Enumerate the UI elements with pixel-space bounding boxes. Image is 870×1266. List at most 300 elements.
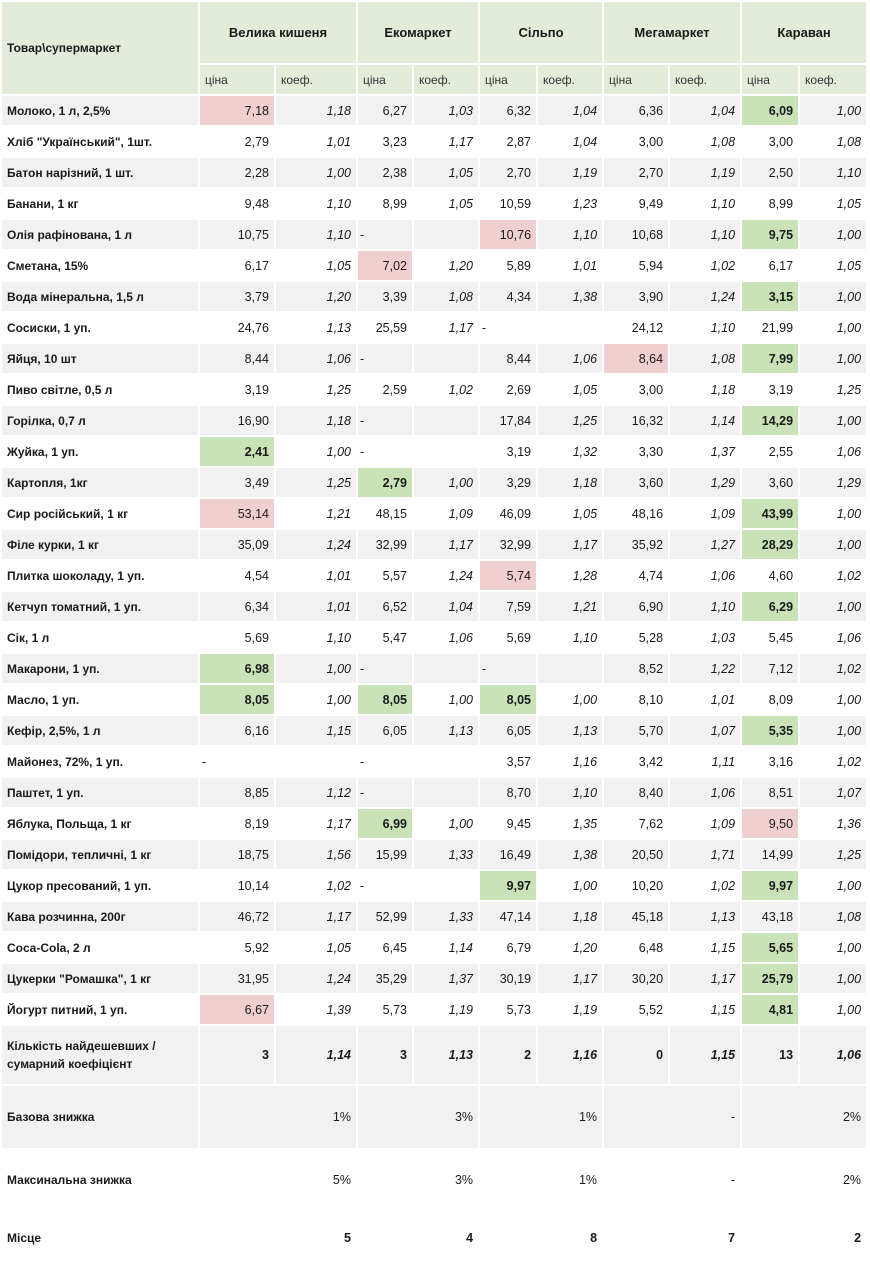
- price-cell: 7,62: [604, 809, 670, 840]
- price-cell: 8,85: [200, 778, 276, 809]
- coef-cell: 1,10: [670, 220, 742, 251]
- coef-cell: 1,13: [670, 902, 742, 933]
- price-cell: 7,02: [358, 251, 414, 282]
- coef-cell: 1,00: [800, 220, 868, 251]
- coef-cell: 1,13: [538, 716, 604, 747]
- price-cell: 6,17: [742, 251, 800, 282]
- table-row: [2, 437, 868, 468]
- coef-cell: 1,02: [414, 375, 480, 406]
- coef-cell: 1,18: [538, 902, 604, 933]
- price-cell: -: [358, 871, 414, 902]
- price-cell: 3,39: [358, 282, 414, 313]
- coef-cell: 1,22: [670, 654, 742, 685]
- base-discount-value: 2%: [742, 1086, 868, 1150]
- price-comparison-sheet: [0, 2, 870, 1245]
- price-cell: 31,95: [200, 964, 276, 995]
- product-name: Яблука, Польща, 1 кг: [2, 809, 200, 840]
- coef-cell: 1,33: [414, 840, 480, 871]
- table-row: [2, 778, 868, 809]
- coef-cell: 1,03: [414, 96, 480, 127]
- coef-cell: 1,28: [538, 561, 604, 592]
- price-cell: 6,45: [358, 933, 414, 964]
- price-cell: 3,42: [604, 747, 670, 778]
- price-cell: 9,97: [742, 871, 800, 902]
- coef-cell: 1,09: [670, 809, 742, 840]
- price-cell: 32,99: [358, 530, 414, 561]
- coef-cell: 1,10: [670, 592, 742, 623]
- price-cell: 7,99: [742, 344, 800, 375]
- price-cell: 10,14: [200, 871, 276, 902]
- price-cell: 3,16: [742, 747, 800, 778]
- price-cell: 8,99: [742, 189, 800, 220]
- product-name: Сік, 1 л: [2, 623, 200, 654]
- cheapest-count: 0: [604, 1026, 670, 1086]
- table-row: [2, 220, 868, 251]
- coef-cell: 1,10: [538, 623, 604, 654]
- price-cell: 2,70: [604, 158, 670, 189]
- coef-cell: 1,02: [800, 654, 868, 685]
- coef-cell: 1,04: [414, 592, 480, 623]
- coef-cell: [414, 778, 480, 809]
- coef-cell: 1,00: [538, 685, 604, 716]
- coef-cell: [414, 344, 480, 375]
- price-cell: 6,99: [358, 809, 414, 840]
- price-cell: 5,73: [358, 995, 414, 1026]
- price-cell: 6,32: [480, 96, 538, 127]
- price-cell: 6,67: [200, 995, 276, 1026]
- price-cell: 6,16: [200, 716, 276, 747]
- coef-cell: 1,17: [670, 964, 742, 995]
- price-cell: 4,74: [604, 561, 670, 592]
- coef-cell: 1,00: [800, 592, 868, 623]
- coef-cell: 1,13: [276, 313, 358, 344]
- price-cell: 2,41: [200, 437, 276, 468]
- coef-cell: 1,11: [670, 747, 742, 778]
- price-cell: 6,17: [200, 251, 276, 282]
- price-cell: 5,74: [480, 561, 538, 592]
- coef-cell: 1,10: [276, 189, 358, 220]
- price-cell: 8,51: [742, 778, 800, 809]
- coef-cell: 1,01: [276, 592, 358, 623]
- table-row: [2, 902, 868, 933]
- total-coef: 1,06: [800, 1026, 868, 1086]
- price-cell: 8,40: [604, 778, 670, 809]
- price-cell: 2,28: [200, 158, 276, 189]
- coef-cell: 1,24: [276, 964, 358, 995]
- coef-cell: 1,00: [800, 499, 868, 530]
- price-cell: 5,89: [480, 251, 538, 282]
- product-name: Сосиски, 1 уп.: [2, 313, 200, 344]
- table-row: [2, 933, 868, 964]
- price-cell: 3,60: [742, 468, 800, 499]
- coef-cell: 1,05: [538, 375, 604, 406]
- coef-cell: 1,17: [276, 902, 358, 933]
- base-discount-value: 1%: [200, 1086, 358, 1150]
- price-subheader: ціна: [742, 65, 800, 96]
- coef-cell: [414, 654, 480, 685]
- coef-cell: 1,17: [538, 964, 604, 995]
- coef-cell: 1,23: [538, 189, 604, 220]
- total-coef: 1,14: [276, 1026, 358, 1086]
- price-cell: 5,92: [200, 933, 276, 964]
- price-cell: -: [200, 747, 276, 778]
- price-cell: 8,52: [604, 654, 670, 685]
- coef-cell: 1,00: [414, 468, 480, 499]
- price-cell: 3,23: [358, 127, 414, 158]
- price-cell: 8,70: [480, 778, 538, 809]
- coef-cell: 1,05: [276, 933, 358, 964]
- product-name: Пиво світле, 0,5 л: [2, 375, 200, 406]
- coef-cell: [414, 220, 480, 251]
- table-row: [2, 468, 868, 499]
- coef-cell: [414, 871, 480, 902]
- price-cell: 3,30: [604, 437, 670, 468]
- price-cell: -: [480, 313, 538, 344]
- price-cell: 2,70: [480, 158, 538, 189]
- coef-cell: 1,05: [414, 189, 480, 220]
- max-discount-value: 2%: [742, 1150, 868, 1212]
- price-cell: 6,48: [604, 933, 670, 964]
- coef-cell: 1,05: [800, 251, 868, 282]
- price-cell: 3,19: [480, 437, 538, 468]
- coef-cell: 1,18: [276, 96, 358, 127]
- product-name: Йогурт питний, 1 уп.: [2, 995, 200, 1026]
- price-cell: 14,99: [742, 840, 800, 871]
- product-name: Майонез, 72%, 1 уп.: [2, 747, 200, 778]
- table-row: [2, 189, 868, 220]
- base-discount-value: -: [604, 1086, 742, 1150]
- price-cell: 8,05: [480, 685, 538, 716]
- price-cell: 9,75: [742, 220, 800, 251]
- price-cell: 35,29: [358, 964, 414, 995]
- price-cell: 8,99: [358, 189, 414, 220]
- coef-cell: 1,37: [414, 964, 480, 995]
- price-cell: 6,05: [358, 716, 414, 747]
- price-cell: 2,59: [358, 375, 414, 406]
- coef-cell: [538, 313, 604, 344]
- table-row: [2, 158, 868, 189]
- coef-cell: 1,07: [670, 716, 742, 747]
- coef-cell: 1,12: [276, 778, 358, 809]
- price-cell: 25,59: [358, 313, 414, 344]
- store-header: Сільпо: [480, 2, 604, 65]
- price-cell: 2,79: [358, 468, 414, 499]
- price-cell: 2,50: [742, 158, 800, 189]
- price-cell: 18,75: [200, 840, 276, 871]
- price-cell: 24,76: [200, 313, 276, 344]
- coef-cell: 1,00: [800, 964, 868, 995]
- coef-cell: 1,08: [800, 902, 868, 933]
- price-cell: 6,09: [742, 96, 800, 127]
- price-cell: 10,20: [604, 871, 670, 902]
- product-name: Філе курки, 1 кг: [2, 530, 200, 561]
- coef-cell: 1,38: [538, 282, 604, 313]
- coef-cell: 1,01: [670, 685, 742, 716]
- table-row: [2, 871, 868, 902]
- max-discount-value: -: [604, 1150, 742, 1212]
- table-row: [2, 995, 868, 1026]
- price-cell: 5,70: [604, 716, 670, 747]
- price-cell: 9,97: [480, 871, 538, 902]
- price-cell: 9,48: [200, 189, 276, 220]
- price-cell: 8,10: [604, 685, 670, 716]
- coef-cell: 1,10: [538, 778, 604, 809]
- price-cell: 5,69: [200, 623, 276, 654]
- price-cell: 43,99: [742, 499, 800, 530]
- price-cell: 2,69: [480, 375, 538, 406]
- coef-cell: 1,04: [670, 96, 742, 127]
- store-header: Караван: [742, 2, 868, 65]
- coef-cell: 1,00: [276, 685, 358, 716]
- price-cell: 3,00: [604, 127, 670, 158]
- price-cell: -: [358, 220, 414, 251]
- product-name: Сметана, 15%: [2, 251, 200, 282]
- price-cell: 4,81: [742, 995, 800, 1026]
- coef-cell: 1,06: [800, 437, 868, 468]
- max-discount-label: Максинальна знижка: [2, 1150, 200, 1212]
- price-cell: 5,57: [358, 561, 414, 592]
- price-cell: 35,92: [604, 530, 670, 561]
- coef-cell: 1,02: [670, 251, 742, 282]
- product-rows: [2, 96, 868, 1026]
- product-name: Банани, 1 кг: [2, 189, 200, 220]
- coef-cell: 1,10: [670, 189, 742, 220]
- coef-cell: 1,29: [670, 468, 742, 499]
- coef-cell: 1,00: [800, 716, 868, 747]
- base-discount-label: Базова знижка: [2, 1086, 200, 1150]
- coef-cell: 1,07: [800, 778, 868, 809]
- price-cell: -: [358, 344, 414, 375]
- price-cell: 3,19: [200, 375, 276, 406]
- coef-cell: 1,24: [414, 561, 480, 592]
- table-row: [2, 840, 868, 871]
- cheapest-count: 13: [742, 1026, 800, 1086]
- coef-cell: 1,00: [800, 313, 868, 344]
- coef-cell: 1,19: [538, 158, 604, 189]
- price-cell: 5,47: [358, 623, 414, 654]
- table-row: [2, 406, 868, 437]
- price-cell: 30,20: [604, 964, 670, 995]
- coef-cell: 1,00: [800, 530, 868, 561]
- coef-cell: 1,17: [414, 127, 480, 158]
- coef-cell: 1,37: [670, 437, 742, 468]
- price-cell: 6,27: [358, 96, 414, 127]
- coef-cell: 1,04: [538, 127, 604, 158]
- price-cell: 47,14: [480, 902, 538, 933]
- coef-cell: 1,00: [800, 685, 868, 716]
- price-cell: 8,05: [200, 685, 276, 716]
- coef-cell: 1,01: [276, 561, 358, 592]
- coef-subheader: коеф.: [800, 65, 868, 96]
- coef-cell: 1,35: [538, 809, 604, 840]
- coef-subheader: коеф.: [538, 65, 604, 96]
- price-cell: 14,29: [742, 406, 800, 437]
- place-value: 5: [200, 1212, 358, 1266]
- price-cell: 3,90: [604, 282, 670, 313]
- coef-cell: 1,20: [276, 282, 358, 313]
- price-cell: -: [358, 747, 414, 778]
- table-row: [2, 282, 868, 313]
- table-row: [2, 623, 868, 654]
- product-name: Кефір, 2,5%, 1 л: [2, 716, 200, 747]
- coef-cell: 1,10: [276, 220, 358, 251]
- price-cell: 46,09: [480, 499, 538, 530]
- product-name: Горілка, 0,7 л: [2, 406, 200, 437]
- store-header: Велика кишеня: [200, 2, 358, 65]
- summary-section: [2, 1026, 868, 1266]
- coef-cell: 1,00: [276, 654, 358, 685]
- coef-cell: 1,09: [414, 499, 480, 530]
- price-cell: 6,36: [604, 96, 670, 127]
- table-row: [2, 716, 868, 747]
- place-value: 2: [742, 1212, 868, 1266]
- price-cell: 35,09: [200, 530, 276, 561]
- product-name: Сир російський, 1 кг: [2, 499, 200, 530]
- coef-cell: 1,18: [670, 375, 742, 406]
- place-value: 7: [604, 1212, 742, 1266]
- coef-cell: 1,06: [538, 344, 604, 375]
- coef-cell: 1,08: [670, 344, 742, 375]
- price-cell: 3,57: [480, 747, 538, 778]
- coef-cell: 1,24: [670, 282, 742, 313]
- coef-cell: 1,18: [276, 406, 358, 437]
- place-row: [2, 1212, 868, 1266]
- store-header: Екомаркет: [358, 2, 480, 65]
- base-discount-row: [2, 1086, 868, 1150]
- coef-cell: 1,00: [800, 344, 868, 375]
- price-cell: 10,59: [480, 189, 538, 220]
- coef-cell: 1,06: [276, 344, 358, 375]
- price-cell: 7,59: [480, 592, 538, 623]
- product-name: Плитка шоколаду, 1 уп.: [2, 561, 200, 592]
- price-cell: 5,28: [604, 623, 670, 654]
- price-cell: -: [358, 654, 414, 685]
- price-cell: 2,55: [742, 437, 800, 468]
- coef-cell: 1,04: [538, 96, 604, 127]
- product-name: Цукерки "Ромашка", 1 кг: [2, 964, 200, 995]
- coef-cell: [414, 406, 480, 437]
- price-cell: 3,79: [200, 282, 276, 313]
- product-name: Хліб "Український", 1шт.: [2, 127, 200, 158]
- price-cell: 4,54: [200, 561, 276, 592]
- coef-cell: 1,05: [800, 189, 868, 220]
- price-cell: 7,12: [742, 654, 800, 685]
- coef-cell: 1,05: [414, 158, 480, 189]
- total-coef: 1,15: [670, 1026, 742, 1086]
- coef-cell: 1,18: [538, 468, 604, 499]
- price-cell: 5,94: [604, 251, 670, 282]
- table-row: [2, 251, 868, 282]
- price-cell: 21,99: [742, 313, 800, 344]
- table-row: [2, 654, 868, 685]
- price-cell: -: [358, 778, 414, 809]
- price-cell: 28,29: [742, 530, 800, 561]
- coef-cell: 1,29: [800, 468, 868, 499]
- price-cell: 24,12: [604, 313, 670, 344]
- price-cell: 2,87: [480, 127, 538, 158]
- price-cell: 30,19: [480, 964, 538, 995]
- price-cell: 16,32: [604, 406, 670, 437]
- place-label: Місце: [2, 1212, 200, 1266]
- coef-cell: 1,19: [670, 158, 742, 189]
- price-cell: 5,65: [742, 933, 800, 964]
- price-cell: 2,79: [200, 127, 276, 158]
- total-coef: 1,13: [414, 1026, 480, 1086]
- total-coef: 1,16: [538, 1026, 604, 1086]
- price-cell: 25,79: [742, 964, 800, 995]
- store-header: Мегамаркет: [604, 2, 742, 65]
- product-name: Помідори, тепличні, 1 кг: [2, 840, 200, 871]
- summary-label: Кількість найдешевших / сумарний коефіцієнт: [2, 1026, 200, 1086]
- price-cell: 45,18: [604, 902, 670, 933]
- product-name: Яйця, 10 шт: [2, 344, 200, 375]
- coef-cell: 1,17: [414, 530, 480, 561]
- product-name: Батон нарізний, 1 шт.: [2, 158, 200, 189]
- price-cell: 9,50: [742, 809, 800, 840]
- header-row: [2, 2, 868, 65]
- product-name: Вода мінеральна, 1,5 л: [2, 282, 200, 313]
- coef-cell: 1,02: [800, 561, 868, 592]
- coef-cell: 1,17: [276, 809, 358, 840]
- coef-cell: 1,06: [670, 561, 742, 592]
- price-cell: 6,98: [200, 654, 276, 685]
- coef-cell: 1,10: [276, 623, 358, 654]
- base-discount-value: 3%: [358, 1086, 480, 1150]
- price-cell: 3,29: [480, 468, 538, 499]
- price-comparison-table: [2, 2, 868, 1266]
- price-cell: 43,18: [742, 902, 800, 933]
- product-name: Паштет, 1 уп.: [2, 778, 200, 809]
- cheapest-count: 3: [200, 1026, 276, 1086]
- table-row: [2, 809, 868, 840]
- price-cell: 4,60: [742, 561, 800, 592]
- price-cell: -: [480, 654, 538, 685]
- price-cell: 3,15: [742, 282, 800, 313]
- coef-cell: 1,06: [414, 623, 480, 654]
- coef-cell: 1,05: [538, 499, 604, 530]
- coef-cell: 1,10: [538, 220, 604, 251]
- coef-cell: [538, 654, 604, 685]
- price-cell: 16,49: [480, 840, 538, 871]
- price-cell: 17,84: [480, 406, 538, 437]
- coef-cell: 1,00: [800, 96, 868, 127]
- coef-cell: 1,14: [414, 933, 480, 964]
- price-cell: 6,79: [480, 933, 538, 964]
- product-name: Жуйка, 1 уп.: [2, 437, 200, 468]
- coef-cell: 1,10: [800, 158, 868, 189]
- product-name: Масло, 1 уп.: [2, 685, 200, 716]
- coef-cell: 1,25: [276, 468, 358, 499]
- coef-cell: 1,16: [538, 747, 604, 778]
- price-subheader: ціна: [200, 65, 276, 96]
- price-cell: 6,52: [358, 592, 414, 623]
- price-cell: 10,68: [604, 220, 670, 251]
- price-cell: 48,16: [604, 499, 670, 530]
- price-subheader: ціна: [604, 65, 670, 96]
- coef-cell: 1,02: [800, 747, 868, 778]
- price-cell: 5,73: [480, 995, 538, 1026]
- price-cell: 20,50: [604, 840, 670, 871]
- coef-cell: 1,05: [276, 251, 358, 282]
- max-discount-row: [2, 1150, 868, 1212]
- coef-cell: 1,00: [276, 158, 358, 189]
- product-name: Кетчуп томатний, 1 уп.: [2, 592, 200, 623]
- table-row: [2, 375, 868, 406]
- table-row: [2, 344, 868, 375]
- coef-cell: 1,25: [800, 840, 868, 871]
- price-cell: 3,00: [604, 375, 670, 406]
- summary-row: [2, 1026, 868, 1086]
